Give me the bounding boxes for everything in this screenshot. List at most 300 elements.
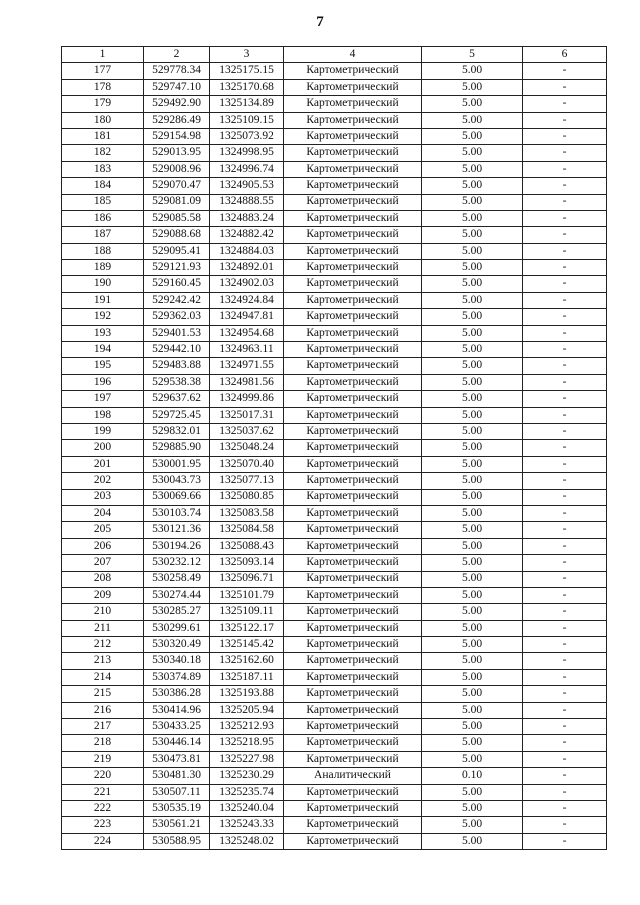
accuracy-cell: 5.00 <box>422 522 523 538</box>
accuracy-cell: 5.00 <box>422 440 523 456</box>
note-cell: - <box>523 161 607 177</box>
y-coordinate-cell: 1325243.33 <box>210 817 284 833</box>
note-cell: - <box>523 243 607 259</box>
note-cell: - <box>523 620 607 636</box>
table-row <box>62 735 607 751</box>
point-number-cell: 215 <box>62 686 144 702</box>
y-coordinate-cell: 1325109.11 <box>210 604 284 620</box>
y-coordinate-cell: 1325109.15 <box>210 112 284 128</box>
point-number-cell: 181 <box>62 128 144 144</box>
note-cell: - <box>523 702 607 718</box>
point-number-cell: 218 <box>62 735 144 751</box>
note-cell: - <box>523 784 607 800</box>
point-number-cell: 211 <box>62 620 144 636</box>
note-cell: - <box>523 407 607 423</box>
table-row <box>62 374 607 390</box>
method-cell: Картометрический <box>284 637 422 653</box>
x-coordinate-cell: 529832.01 <box>144 423 210 439</box>
table-row <box>62 145 607 161</box>
y-coordinate-cell: 1324884.03 <box>210 243 284 259</box>
note-cell: - <box>523 391 607 407</box>
y-coordinate-cell: 1324996.74 <box>210 161 284 177</box>
table-row <box>62 505 607 521</box>
point-number-cell: 187 <box>62 227 144 243</box>
note-cell: - <box>523 669 607 685</box>
note-cell: - <box>523 587 607 603</box>
accuracy-cell: 5.00 <box>422 833 523 849</box>
table-row <box>62 637 607 653</box>
method-cell: Картометрический <box>284 571 422 587</box>
y-coordinate-cell: 1325101.79 <box>210 587 284 603</box>
y-coordinate-cell: 1324981.56 <box>210 374 284 390</box>
y-coordinate-cell: 1324971.55 <box>210 358 284 374</box>
x-coordinate-cell: 529492.90 <box>144 96 210 112</box>
accuracy-cell: 5.00 <box>422 309 523 325</box>
method-cell: Картометрический <box>284 800 422 816</box>
y-coordinate-cell: 1325248.02 <box>210 833 284 849</box>
table-row <box>62 473 607 489</box>
note-cell: - <box>523 210 607 226</box>
note-cell: - <box>523 686 607 702</box>
note-cell: - <box>523 260 607 276</box>
method-cell: Картометрический <box>284 309 422 325</box>
method-cell: Картометрический <box>284 128 422 144</box>
table-row <box>62 128 607 144</box>
table-header-row <box>62 47 607 63</box>
point-number-cell: 195 <box>62 358 144 374</box>
note-cell: - <box>523 653 607 669</box>
x-coordinate-cell: 529483.88 <box>144 358 210 374</box>
x-coordinate-cell: 530481.30 <box>144 768 210 784</box>
method-cell: Картометрический <box>284 686 422 702</box>
accuracy-cell: 5.00 <box>422 374 523 390</box>
table-row <box>62 604 607 620</box>
x-coordinate-cell: 529242.42 <box>144 292 210 308</box>
x-coordinate-cell: 530535.19 <box>144 800 210 816</box>
method-cell: Картометрический <box>284 587 422 603</box>
note-cell: - <box>523 423 607 439</box>
accuracy-cell: 5.00 <box>422 620 523 636</box>
x-coordinate-cell: 529121.93 <box>144 260 210 276</box>
table-row <box>62 79 607 95</box>
method-cell: Картометрический <box>284 817 422 833</box>
y-coordinate-cell: 1325193.88 <box>210 686 284 702</box>
table-row <box>62 423 607 439</box>
y-coordinate-cell: 1325218.95 <box>210 735 284 751</box>
table-row <box>62 522 607 538</box>
point-number-cell: 209 <box>62 587 144 603</box>
table-row <box>62 391 607 407</box>
x-coordinate-cell: 529778.34 <box>144 63 210 79</box>
method-cell: Картометрический <box>284 342 422 358</box>
x-coordinate-cell: 530194.26 <box>144 538 210 554</box>
accuracy-cell: 5.00 <box>422 227 523 243</box>
point-number-cell: 217 <box>62 719 144 735</box>
note-cell: - <box>523 96 607 112</box>
note-cell: - <box>523 538 607 554</box>
y-coordinate-cell: 1324999.86 <box>210 391 284 407</box>
accuracy-cell: 5.00 <box>422 325 523 341</box>
accuracy-cell: 5.00 <box>422 505 523 521</box>
column-header: 6 <box>523 47 607 63</box>
point-number-cell: 183 <box>62 161 144 177</box>
accuracy-cell: 5.00 <box>422 161 523 177</box>
accuracy-cell: 5.00 <box>422 112 523 128</box>
note-cell: - <box>523 768 607 784</box>
x-coordinate-cell: 529085.58 <box>144 210 210 226</box>
x-coordinate-cell: 529401.53 <box>144 325 210 341</box>
accuracy-cell: 5.00 <box>422 587 523 603</box>
method-cell: Картометрический <box>284 79 422 95</box>
y-coordinate-cell: 1325077.13 <box>210 473 284 489</box>
accuracy-cell: 5.00 <box>422 669 523 685</box>
method-cell: Картометрический <box>284 702 422 718</box>
x-coordinate-cell: 529013.95 <box>144 145 210 161</box>
x-coordinate-cell: 530414.96 <box>144 702 210 718</box>
point-number-cell: 191 <box>62 292 144 308</box>
point-number-cell: 206 <box>62 538 144 554</box>
table-row <box>62 178 607 194</box>
accuracy-cell: 5.00 <box>422 423 523 439</box>
method-cell: Картометрический <box>284 489 422 505</box>
y-coordinate-cell: 1324905.53 <box>210 178 284 194</box>
accuracy-cell: 5.00 <box>422 276 523 292</box>
table-row <box>62 161 607 177</box>
point-number-cell: 177 <box>62 63 144 79</box>
y-coordinate-cell: 1324998.95 <box>210 145 284 161</box>
note-cell: - <box>523 751 607 767</box>
y-coordinate-cell: 1325227.98 <box>210 751 284 767</box>
accuracy-cell: 5.00 <box>422 128 523 144</box>
x-coordinate-cell: 530121.36 <box>144 522 210 538</box>
y-coordinate-cell: 1324924.84 <box>210 292 284 308</box>
x-coordinate-cell: 530043.73 <box>144 473 210 489</box>
accuracy-cell: 5.00 <box>422 538 523 554</box>
table-row <box>62 669 607 685</box>
point-number-cell: 185 <box>62 194 144 210</box>
column-header: 1 <box>62 47 144 63</box>
note-cell: - <box>523 358 607 374</box>
y-coordinate-cell: 1324963.11 <box>210 342 284 358</box>
method-cell: Картометрический <box>284 178 422 194</box>
method-cell: Картометрический <box>284 423 422 439</box>
point-number-cell: 198 <box>62 407 144 423</box>
accuracy-cell: 5.00 <box>422 358 523 374</box>
y-coordinate-cell: 1325083.58 <box>210 505 284 521</box>
note-cell: - <box>523 178 607 194</box>
accuracy-cell: 5.00 <box>422 686 523 702</box>
method-cell: Картометрический <box>284 555 422 571</box>
column-header: 2 <box>144 47 210 63</box>
note-cell: - <box>523 473 607 489</box>
y-coordinate-cell: 1324882.42 <box>210 227 284 243</box>
point-number-cell: 205 <box>62 522 144 538</box>
method-cell: Картометрический <box>284 292 422 308</box>
accuracy-cell: 5.00 <box>422 702 523 718</box>
point-number-cell: 184 <box>62 178 144 194</box>
note-cell: - <box>523 227 607 243</box>
y-coordinate-cell: 1325048.24 <box>210 440 284 456</box>
y-coordinate-cell: 1325017.31 <box>210 407 284 423</box>
table-row <box>62 358 607 374</box>
x-coordinate-cell: 530103.74 <box>144 505 210 521</box>
point-number-cell: 213 <box>62 653 144 669</box>
method-cell: Картометрический <box>284 63 422 79</box>
note-cell: - <box>523 489 607 505</box>
accuracy-cell: 5.00 <box>422 145 523 161</box>
method-cell: Картометрический <box>284 735 422 751</box>
method-cell: Картометрический <box>284 407 422 423</box>
point-number-cell: 188 <box>62 243 144 259</box>
column-header: 4 <box>284 47 422 63</box>
x-coordinate-cell: 529442.10 <box>144 342 210 358</box>
point-number-cell: 178 <box>62 79 144 95</box>
table-row <box>62 227 607 243</box>
method-cell: Картометрический <box>284 653 422 669</box>
note-cell: - <box>523 637 607 653</box>
accuracy-cell: 5.00 <box>422 751 523 767</box>
accuracy-cell: 5.00 <box>422 719 523 735</box>
x-coordinate-cell: 530588.95 <box>144 833 210 849</box>
y-coordinate-cell: 1325096.71 <box>210 571 284 587</box>
column-header: 5 <box>422 47 523 63</box>
method-cell: Картометрический <box>284 538 422 554</box>
y-coordinate-cell: 1325145.42 <box>210 637 284 653</box>
point-number-cell: 203 <box>62 489 144 505</box>
accuracy-cell: 5.00 <box>422 800 523 816</box>
x-coordinate-cell: 530320.49 <box>144 637 210 653</box>
accuracy-cell: 5.00 <box>422 391 523 407</box>
table-row <box>62 63 607 79</box>
y-coordinate-cell: 1325093.14 <box>210 555 284 571</box>
method-cell: Картометрический <box>284 227 422 243</box>
point-number-cell: 219 <box>62 751 144 767</box>
point-number-cell: 212 <box>62 637 144 653</box>
x-coordinate-cell: 530001.95 <box>144 456 210 472</box>
table-row <box>62 276 607 292</box>
note-cell: - <box>523 374 607 390</box>
accuracy-cell: 5.00 <box>422 178 523 194</box>
method-cell: Картометрический <box>284 358 422 374</box>
point-number-cell: 196 <box>62 374 144 390</box>
table-row <box>62 555 607 571</box>
note-cell: - <box>523 342 607 358</box>
note-cell: - <box>523 292 607 308</box>
table-row <box>62 751 607 767</box>
point-number-cell: 199 <box>62 423 144 439</box>
table-row <box>62 653 607 669</box>
y-coordinate-cell: 1324954.68 <box>210 325 284 341</box>
accuracy-cell: 5.00 <box>422 342 523 358</box>
method-cell: Картометрический <box>284 276 422 292</box>
point-number-cell: 222 <box>62 800 144 816</box>
y-coordinate-cell: 1325162.60 <box>210 653 284 669</box>
point-number-cell: 216 <box>62 702 144 718</box>
table-row <box>62 800 607 816</box>
note-cell: - <box>523 325 607 341</box>
x-coordinate-cell: 529637.62 <box>144 391 210 407</box>
note-cell: - <box>523 456 607 472</box>
method-cell: Аналитический <box>284 768 422 784</box>
x-coordinate-cell: 529088.68 <box>144 227 210 243</box>
method-cell: Картометрический <box>284 833 422 849</box>
table-row <box>62 571 607 587</box>
point-number-cell: 179 <box>62 96 144 112</box>
note-cell: - <box>523 719 607 735</box>
note-cell: - <box>523 112 607 128</box>
accuracy-cell: 5.00 <box>422 653 523 669</box>
y-coordinate-cell: 1325134.89 <box>210 96 284 112</box>
table-row <box>62 768 607 784</box>
method-cell: Картометрический <box>284 604 422 620</box>
table-row <box>62 210 607 226</box>
method-cell: Картометрический <box>284 620 422 636</box>
note-cell: - <box>523 276 607 292</box>
point-number-cell: 204 <box>62 505 144 521</box>
accuracy-cell: 5.00 <box>422 456 523 472</box>
y-coordinate-cell: 1325070.40 <box>210 456 284 472</box>
point-number-cell: 186 <box>62 210 144 226</box>
x-coordinate-cell: 530340.18 <box>144 653 210 669</box>
table-row <box>62 489 607 505</box>
point-number-cell: 194 <box>62 342 144 358</box>
method-cell: Картометрический <box>284 243 422 259</box>
accuracy-cell: 5.00 <box>422 817 523 833</box>
x-coordinate-cell: 529008.96 <box>144 161 210 177</box>
method-cell: Картометрический <box>284 751 422 767</box>
note-cell: - <box>523 735 607 751</box>
y-coordinate-cell: 1324947.81 <box>210 309 284 325</box>
accuracy-cell: 5.00 <box>422 637 523 653</box>
note-cell: - <box>523 505 607 521</box>
note-cell: - <box>523 128 607 144</box>
table-row <box>62 538 607 554</box>
method-cell: Картометрический <box>284 522 422 538</box>
accuracy-cell: 0.10 <box>422 768 523 784</box>
y-coordinate-cell: 1324902.03 <box>210 276 284 292</box>
y-coordinate-cell: 1325175.15 <box>210 63 284 79</box>
x-coordinate-cell: 529747.10 <box>144 79 210 95</box>
x-coordinate-cell: 529286.49 <box>144 112 210 128</box>
method-cell: Картометрический <box>284 784 422 800</box>
x-coordinate-cell: 530507.11 <box>144 784 210 800</box>
note-cell: - <box>523 604 607 620</box>
table-row <box>62 620 607 636</box>
y-coordinate-cell: 1325088.43 <box>210 538 284 554</box>
x-coordinate-cell: 529070.47 <box>144 178 210 194</box>
table-row <box>62 719 607 735</box>
x-coordinate-cell: 530299.61 <box>144 620 210 636</box>
accuracy-cell: 5.00 <box>422 735 523 751</box>
y-coordinate-cell: 1325235.74 <box>210 784 284 800</box>
y-coordinate-cell: 1324892.01 <box>210 260 284 276</box>
table-row <box>62 407 607 423</box>
x-coordinate-cell: 529081.09 <box>144 194 210 210</box>
x-coordinate-cell: 529362.03 <box>144 309 210 325</box>
note-cell: - <box>523 817 607 833</box>
y-coordinate-cell: 1325122.17 <box>210 620 284 636</box>
accuracy-cell: 5.00 <box>422 210 523 226</box>
method-cell: Картометрический <box>284 210 422 226</box>
y-coordinate-cell: 1325187.11 <box>210 669 284 685</box>
y-coordinate-cell: 1325080.85 <box>210 489 284 505</box>
x-coordinate-cell: 530285.27 <box>144 604 210 620</box>
method-cell: Картометрический <box>284 194 422 210</box>
note-cell: - <box>523 833 607 849</box>
x-coordinate-cell: 530561.21 <box>144 817 210 833</box>
y-coordinate-cell: 1324883.24 <box>210 210 284 226</box>
point-number-cell: 221 <box>62 784 144 800</box>
note-cell: - <box>523 145 607 161</box>
accuracy-cell: 5.00 <box>422 604 523 620</box>
y-coordinate-cell: 1325212.93 <box>210 719 284 735</box>
x-coordinate-cell: 529538.38 <box>144 374 210 390</box>
method-cell: Картометрический <box>284 145 422 161</box>
point-number-cell: 201 <box>62 456 144 472</box>
method-cell: Картометрический <box>284 96 422 112</box>
note-cell: - <box>523 555 607 571</box>
note-cell: - <box>523 63 607 79</box>
x-coordinate-cell: 530374.89 <box>144 669 210 685</box>
accuracy-cell: 5.00 <box>422 292 523 308</box>
x-coordinate-cell: 529095.41 <box>144 243 210 259</box>
table-row <box>62 112 607 128</box>
point-number-cell: 202 <box>62 473 144 489</box>
point-number-cell: 192 <box>62 309 144 325</box>
method-cell: Картометрический <box>284 260 422 276</box>
method-cell: Картометрический <box>284 374 422 390</box>
point-number-cell: 223 <box>62 817 144 833</box>
table-row <box>62 194 607 210</box>
accuracy-cell: 5.00 <box>422 243 523 259</box>
accuracy-cell: 5.00 <box>422 407 523 423</box>
y-coordinate-cell: 1325205.94 <box>210 702 284 718</box>
point-number-cell: 224 <box>62 833 144 849</box>
point-number-cell: 189 <box>62 260 144 276</box>
method-cell: Картометрический <box>284 391 422 407</box>
point-number-cell: 180 <box>62 112 144 128</box>
method-cell: Картометрический <box>284 505 422 521</box>
table-row <box>62 833 607 849</box>
accuracy-cell: 5.00 <box>422 194 523 210</box>
point-number-cell: 197 <box>62 391 144 407</box>
x-coordinate-cell: 530274.44 <box>144 587 210 603</box>
y-coordinate-cell: 1325084.58 <box>210 522 284 538</box>
table-row <box>62 342 607 358</box>
note-cell: - <box>523 194 607 210</box>
method-cell: Картометрический <box>284 669 422 685</box>
table-row <box>62 817 607 833</box>
note-cell: - <box>523 79 607 95</box>
table-row <box>62 325 607 341</box>
method-cell: Картометрический <box>284 473 422 489</box>
method-cell: Картометрический <box>284 112 422 128</box>
x-coordinate-cell: 529725.45 <box>144 407 210 423</box>
y-coordinate-cell: 1325073.92 <box>210 128 284 144</box>
point-number-cell: 182 <box>62 145 144 161</box>
table-row <box>62 702 607 718</box>
point-number-cell: 214 <box>62 669 144 685</box>
accuracy-cell: 5.00 <box>422 555 523 571</box>
y-coordinate-cell: 1325230.29 <box>210 768 284 784</box>
x-coordinate-cell: 529160.45 <box>144 276 210 292</box>
x-coordinate-cell: 530473.81 <box>144 751 210 767</box>
x-coordinate-cell: 530069.66 <box>144 489 210 505</box>
accuracy-cell: 5.00 <box>422 63 523 79</box>
method-cell: Картометрический <box>284 719 422 735</box>
table-row <box>62 260 607 276</box>
accuracy-cell: 5.00 <box>422 784 523 800</box>
